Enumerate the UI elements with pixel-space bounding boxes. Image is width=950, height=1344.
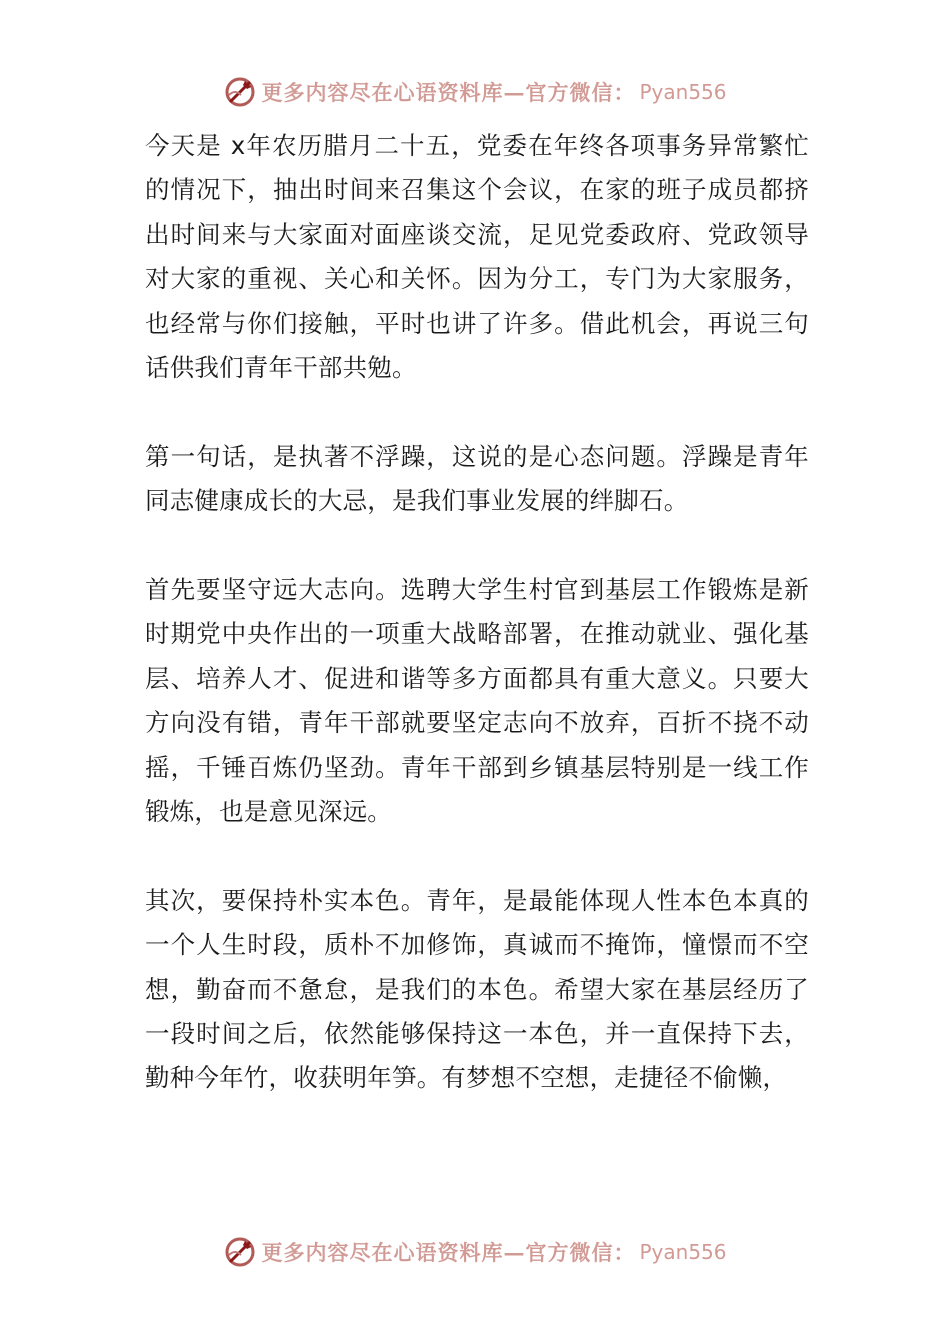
paragraph-ambition: 首先要坚守远大志向。选聘大学生村官到基层工作锻炼是新时期党中央作出的一项重大战略部署，在推动就业、强化基层、培养人才、促进和谐等多方面都具有重大意义。只要大方向没有错，青年干部就要坚定志向不放弃，百折不挠不动摇，千锤百炼仍坚劲。青年干部到乡镇基层特别是一线工作锻炼，也是意见深远。 [145,575,809,827]
footer-banner [0,1232,950,1272]
header-banner-text: 更多内容尽在心语资料库—官方微信： [261,80,636,105]
header-banner [0,72,950,112]
document-body [145,124,809,1145]
footer-banner-text: 更多内容尽在心语资料库—官方微信： [261,1240,636,1265]
paragraph-intro: 今天是 x年农历腊月二十五，党委在年终各项事务异常繁忙的情况下，抽出时间来召集这个会议，在家的班子成员都挤出时间来与大家面对面座谈交流，足见党委政府、党政领导对大家的重视、关心和关怀。因为分工，专门为大家服务，也经常与你们接触，平时也讲了许多。借此机会，再说三句话供我们青年干部共勉。 [145,131,809,383]
footer-wechat-id: Pyan556 [639,1240,727,1264]
header-wechat-id: Pyan556 [639,80,727,104]
paragraph-simplicity: 其次，要保持朴实本色。青年，是最能体现人性本色本真的一个人生时段，质朴不加修饰，真诚而不掩饰，憧憬而不空想，勤奋而不惫怠，是我们的本色。希望大家在基层经历了一段时间之后，依然能够保持这一本色，并一直保持下去， 勤种今年竹，收获明年笋。有梦想不空想，走捷径不偷懒， [145,885,809,1093]
pen-swirl-logo-icon [223,1235,257,1269]
pen-swirl-logo-icon [223,75,257,109]
paragraph-first-point: 第一句话，是执著不浮躁，这说的是心态问题。浮躁是青年同志健康成长的大忌，是我们事业发展的绊脚石。 [145,441,809,516]
